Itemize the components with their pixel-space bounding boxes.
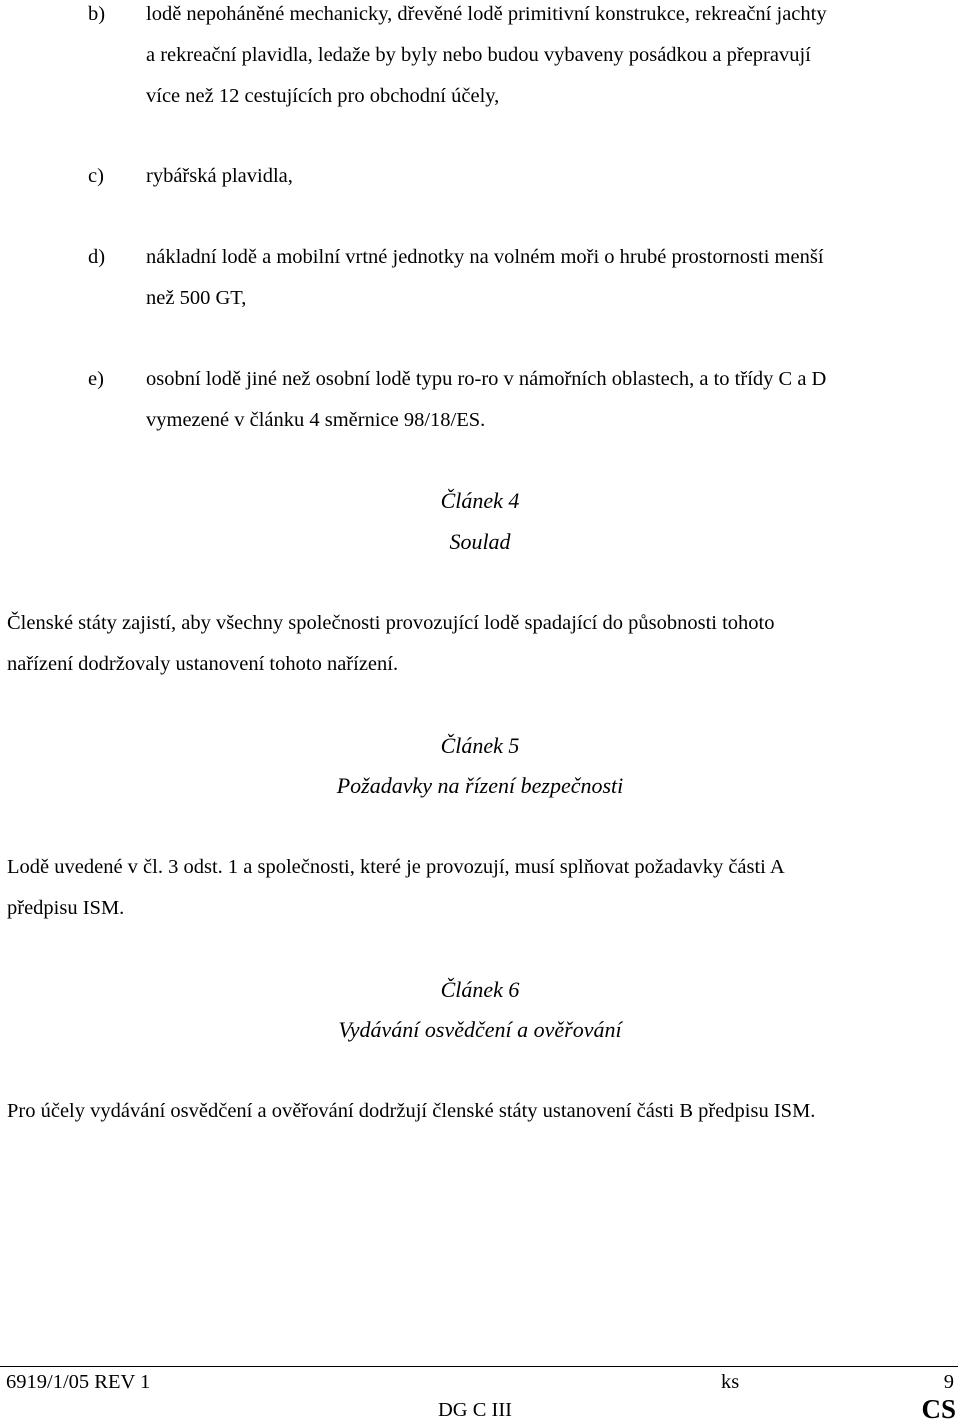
document-reference: 6919/1/05 REV 1 (6, 1371, 151, 1393)
directorate-general: DG C III (438, 1399, 513, 1421)
language-code: CS (921, 1394, 956, 1424)
article-paragraph (7, 847, 947, 929)
article-number: Článek 4 (440, 488, 520, 513)
text-line: předpisu ISM. (7, 897, 125, 919)
article-title: Soulad (449, 529, 511, 554)
text-line: více než 12 cestujících pro obchodní účely, (146, 85, 500, 107)
text-line: vymezené v článku 4 směrnice 98/18/ES. (146, 409, 486, 431)
article-number: Článek 6 (440, 977, 520, 1002)
text-line: než 500 GT, (146, 287, 247, 309)
article-title: Požadavky na řízení bezpečnosti (336, 773, 624, 798)
text-line: Členské státy zajistí, aby všechny společnosti provozující lodě spadající do působnosti tohoto (7, 612, 775, 634)
text-line: nákladní lodě a mobilní vrtné jednotky na volném moři o hrubé prostornosti menší (146, 246, 824, 268)
page-number: 9 (943, 1371, 954, 1393)
article-title: Vydávání osvědčení a ověřování (338, 1017, 622, 1042)
text-line: nařízení dodržovaly ustanovení tohoto nařízení. (7, 653, 399, 675)
list-marker: d) (88, 246, 106, 268)
text-line: lodě nepoháněné mechanicky, dřevěné lodě primitivní konstrukce, rekreační jachty (146, 3, 827, 25)
text-line: rybářská plavidla, (146, 165, 293, 187)
list-item-text (146, 359, 936, 441)
list-marker: e) (88, 368, 104, 390)
footer-divider (0, 1366, 958, 1367)
list-marker: c) (88, 165, 104, 187)
text-line: a rekreační plavidla, ledaže by byly nebo budou vybaveny posádkou a přepravují (146, 44, 811, 66)
list-marker: b) (88, 3, 106, 25)
list-item-text (146, 237, 936, 319)
article-paragraph (7, 1091, 947, 1132)
article-number: Článek 5 (440, 733, 520, 758)
author-initials: ks (721, 1371, 740, 1393)
text-line: osobní lodě jiné než osobní lodě typu ro-ro v námořních oblastech, a to třídy C a D (146, 368, 827, 390)
article-paragraph (7, 603, 947, 685)
list-item-text (146, 0, 936, 117)
text-line: Lodě uvedené v čl. 3 odst. 1 a společnosti, které je provozují, musí splňovat požadavky části A (7, 856, 785, 878)
list-item-text (146, 156, 936, 197)
text-line: Pro účely vydávání osvědčení a ověřování dodržují členské státy ustanovení části B předpisu ISM. (7, 1100, 816, 1122)
